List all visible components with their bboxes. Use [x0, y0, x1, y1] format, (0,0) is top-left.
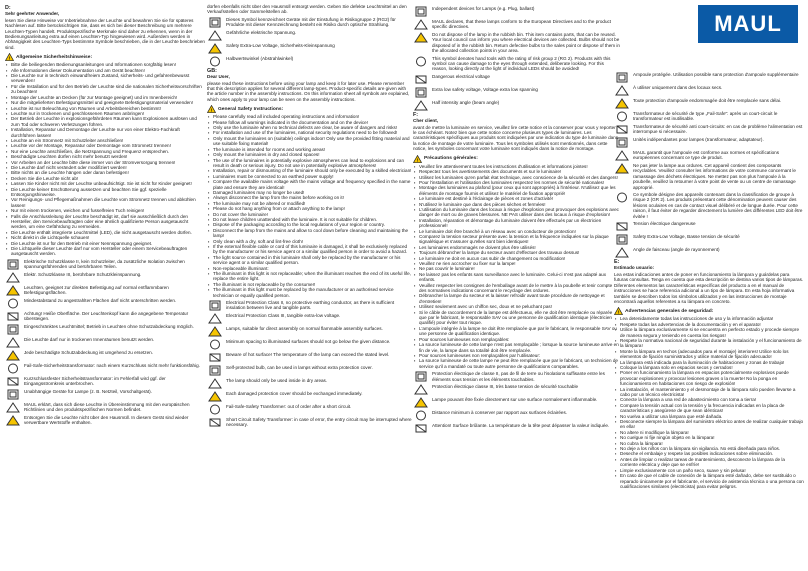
symbol-description: Fail-Safe-Safety Transformer: out of order after a short circuit. — [226, 404, 352, 410]
symbol-description: Leuchten, geeignet zur direkten Befestigung auf normal entflammbaren Befestigungsflächen. — [24, 284, 169, 296]
symbol-row — [5, 311, 205, 322]
list-item: ▪ No cuelgue ni fije ningún objeto en la lámpara! — [620, 435, 804, 440]
list-item: ▪ Utilice la lámpara exclusivamente si se encuentra en perfecto estado y procede siempre de manera segura y teniendo en cuenta los riesgos! — [620, 327, 804, 338]
circle-symbol-icon — [413, 410, 429, 421]
safety-heading-fr — [413, 155, 620, 163]
symbol-row — [413, 423, 620, 434]
list-item: ▪ Veuillez lire attentivement toutes les instructions d'utilisation et informations jointes! — [419, 164, 620, 169]
list-item: ▪ Do not cover the luminaire! — [213, 212, 412, 217]
box-symbol-icon — [614, 221, 630, 232]
triangle-icon — [207, 313, 223, 324]
list-item: ▪ Le luminaire ne doit en aucun cas subir de changement ou modification! — [419, 256, 620, 261]
protection-class-icon — [413, 371, 429, 382]
lang-label-fr: F: — [413, 111, 419, 118]
list-item: ▪ The illuminant in this light must be replaced by the manufacturer or an authorised service technician or equally qualified person. — [213, 287, 412, 298]
list-item: ▪ Die Lichtquelle dieser Leuchte darf nur vom Hersteller oder einem Servicebeauftragten ausgetauscht werden. — [11, 246, 205, 257]
symbol-description: Elektrische Schutzklasse II, kein Schutzleiter, da zusätzliche Isolation zwischen spannungsführenden und berührbaren Teilen. — [24, 258, 185, 270]
list-item: ▪ Only mount the luminaires in dry and closed spaces! — [213, 152, 412, 157]
brand-name: MAUL — [714, 11, 782, 36]
list-item: ▪ La lámpara está indicada para la iluminación de habitaciones y zonas de trabajo! — [620, 360, 804, 365]
list-item: ▪ If the external flexible cable or cord of this luminaire is damaged, it shall be exclusively replaced by the manufacturer or his service agent or a similar qualified person in order to avoid a hazard. — [213, 244, 412, 255]
safety-heading-es — [614, 307, 804, 315]
salutation-fr: Cher client, — [413, 118, 439, 124]
box-symbol-icon — [413, 423, 429, 434]
warning-triangle-icon — [614, 307, 623, 315]
symbol-row — [207, 365, 412, 376]
symbol-list-de — [5, 259, 205, 426]
symbol-row — [207, 56, 412, 67]
column-french — [413, 4, 620, 436]
warning-icon — [614, 163, 630, 174]
symbol-description: MAUL garantit que l'ampoule est conforme aux normes et spécifications européennes concernant ce type de produit. — [633, 150, 779, 161]
triangle-icon — [413, 100, 429, 111]
symbol-row — [207, 404, 412, 415]
triangle-icon — [614, 85, 630, 96]
list-item: ▪ Die Leuchte nur in technisch einwandfreiem Zustand, sicherheits- und gefahrenbewusst verwenden! — [11, 73, 205, 84]
symbol-description: Transformateur de sécurité anti court-circuits: en cas de problème l'alimentation est interrompue si nécessaire. — [633, 124, 803, 135]
symbol-row — [413, 32, 620, 54]
symbol-description: Extra low safety voltage, Voltage extra low spanning — [432, 86, 538, 92]
list-item: ▪ Compare la tensión actual con la tensión y la frecuencia indicadas en la placa de características y asegúrese de que sean idénticas! — [620, 403, 804, 414]
bullet-list-es — [614, 316, 804, 489]
symbol-description: MAUL erklärt, dass sich diese Leuchte in Übereinstimmung mit den europäischen Richtlinien und den produktspezifischen Normen befindet. — [24, 401, 190, 413]
warning-icon — [413, 32, 429, 43]
continued-text-de: dürfen ebenfalls nicht über den Hausmüll entsorgt werden. Geben Sie defekte Leuchtmittel an den Verkaufsstellen oder Sammelstellen ab. — [207, 4, 407, 15]
triangle-icon — [413, 384, 429, 395]
list-item: ▪ Beschädigte Leuchten dürfen nicht mehr benutzt werden! — [11, 154, 205, 159]
list-item: ▪ Pour l'installation et l'utilisation des luminaires respectez les normes de sécurité nationales! — [419, 180, 620, 185]
symbol-row — [207, 417, 412, 428]
protection-class-icon — [5, 324, 21, 335]
list-item: ▪ Pour sources lumineuses non remplaçables par l'utilisateur: — [419, 353, 620, 358]
lang-label-gb: GB: — [207, 67, 217, 74]
symbol-description: Jede beschädigte Schutzabdeckung ist umgehend zu ersetzen. — [24, 349, 153, 355]
list-item: ▪ Utilisez les luminaires qu'en parfait état technique, avec conscience de la sécurité et des dangers! — [419, 175, 620, 180]
safety-title-es: Advertencias generales de seguridad: — [625, 308, 714, 314]
protection-class-icon — [614, 137, 630, 148]
list-item: ▪ Bitte die beiliegenden Bedienungsanleitungen und Informationen sorgfältig lesen! — [11, 62, 205, 67]
symbol-description: Protection électrique de classe II, pas de fil de terre ou l'isolations suffisante entre les éléments sous tension et les éléments touchables. — [432, 371, 605, 382]
symbol-list-gb — [207, 300, 412, 428]
list-item: ▪ Compare the available mains voltage with the mains voltage and frequency specified in the name plate and ensure they are identical! — [213, 179, 412, 190]
safety-title-fr: Précautions générales: — [424, 155, 478, 161]
salutation-de: Sehr geehrter Anwender, — [5, 11, 60, 17]
symbol-row — [207, 391, 412, 402]
warning-icon — [5, 350, 21, 361]
list-item: ▪ Die Leuchte keiner Erschütterung aussetzen und beachten Sie ggf. spezielle Entsorgungshinweise. — [11, 187, 205, 198]
warning-icon — [5, 285, 21, 296]
protection-class-icon — [5, 259, 21, 270]
list-item: ▪ Desconecte siempre la lámpara del suministro eléctrico antes de realizar cualquier trabajo en ella! — [620, 419, 804, 430]
warning-icon — [207, 391, 223, 402]
symbol-row — [413, 397, 620, 408]
circle-symbol-icon — [5, 298, 21, 309]
list-item: ▪ The luminaire may not be altered or modified! — [213, 201, 412, 206]
column-german — [5, 4, 205, 428]
list-item: ▪ Leuchte nur in trockenen und geschlossenen Räumen anbringen! — [11, 111, 205, 116]
list-item: ▪ Respectez tous les avertissements des documents et sur le luminaire! — [419, 169, 620, 174]
list-item: ▪ Ne laissez pas les enfants sans surveillance avec le luminaire. Celui-ci n'est pas adapté aux enfants. — [419, 272, 620, 283]
svg-text:!: ! — [8, 55, 11, 61]
list-item: ▪ Monte la lámpara en techos (adecuados para el montaje) interiores! Utilice solo los elementos de fijación suministrados y utilice material de fijación adecuado! — [620, 349, 804, 360]
symbol-row — [614, 72, 804, 83]
bullet-list-gb — [207, 114, 412, 298]
list-item: ▪ Für die Installation und für den Betrieb der Leuchte sind die nationalen Sicherheitsvorschriften zu beachten! — [11, 84, 205, 95]
intro-de: lesen Sie diese Hinweise vor Inbetriebnahme der Leuchte und bewahren Sie sie für späteres Nachlesen auf. Bitte berücksichtigen Sie, dass es sich bei dieser Beschreibung um mehrere Leuchten-Typen handelt. Produktspezifische Merkmale sind daher zu erkennen, wenn in der Bedienungsanleitung extra auf einen Leuchten-Typ hingewiesen wird. Außerdem werden in Abhängigkeit des Leuchten-Typs bestimmte Symbole beschrieben, die in der Leuchte beschrieben sind. — [5, 17, 205, 50]
list-item: ▪ Der Betrieb der Leuchte in explosionsgefährdeten Räumen kann Explosionen auslösen und zum Tod oder schweren Verletzungen führen. — [11, 116, 205, 127]
symbol-description: Distance minimum à conserver par rapport aux surfaces éclairées. — [432, 410, 568, 416]
symbol-row — [207, 30, 412, 41]
bullet-list-de — [5, 62, 205, 257]
list-item: ▪ Coloque la lámpara solo en espacios secos y cerrados! — [620, 365, 804, 370]
symbol-row — [207, 43, 412, 54]
symbol-row — [614, 163, 804, 190]
list-item: ▪ Poner en funcionamiento la lámpara en espacios potencialmente explosivos puede provocar explosiones y provocar lesiones graves o la muerte! No la ponga en funcionamiento en habitaciones con riesgo de explosión! — [620, 370, 804, 386]
warning-icon — [614, 98, 630, 109]
lang-label-de: D: — [5, 5, 11, 11]
list-item: ▪ Please carefully read all included operating instructions and information! — [213, 114, 412, 119]
triangle-icon — [207, 378, 223, 389]
warning-icon — [5, 415, 21, 426]
list-item: ▪ Installation, Reparatur und Demontage der Leuchte nur von einer Elektro-Fachkraft durchführen lassen! — [11, 127, 205, 138]
symbol-row — [207, 378, 412, 389]
list-item: ▪ Nur mit einem trockenen, weichen und fusselfreien Tuch reinigen! — [11, 208, 205, 213]
safety-title-gb: General Safety Instructions: — [218, 106, 284, 112]
symbol-row — [5, 376, 205, 387]
list-item: ▪ Nur eine Leuchte anschließen, die Netzspannung und Frequenz entsprechen. — [11, 149, 205, 154]
symbol-description: Achtung! Heiße Oberfläche. Der Leuchtenkopf kann die angegebene Temperatur übersteigen. — [24, 310, 189, 322]
list-item: ▪ Do not leave children unattended with the luminaire. It is not suitable for children. — [213, 217, 412, 222]
symbol-row — [207, 17, 412, 28]
symbol-description: Beware of hot surface! The temperature of the lamp can exceed the stated level. — [226, 352, 390, 358]
symbol-row — [614, 85, 804, 96]
protection-class-icon — [207, 17, 223, 28]
list-item: ▪ Only mount the luminaires on (suitable) ceilings indoor! Only use the provided fitting material and use suitable fixing material! — [213, 136, 412, 147]
symbol-row — [614, 98, 804, 109]
symbol-description: MAUL declares, that these lamps conform to the European Directives and to the product specific directives. — [432, 19, 612, 30]
list-item: ▪ Damaged luminaires may no longer be used! — [213, 190, 412, 195]
box-symbol-icon — [207, 417, 223, 428]
triangle-icon — [207, 30, 223, 41]
list-item: ▪ Installation, réparation et démontage du luminaire doivent être effectués par un électricien professionnel! — [419, 218, 620, 229]
symbol-row — [5, 272, 205, 283]
symbol-description: Transformateur de sécurité de type „Fail-Safe": après un court-circuit le transformateur est inutilisable. — [633, 111, 778, 122]
protection-class-icon — [413, 6, 429, 17]
safety-heading-de — [5, 53, 205, 61]
symbol-description: Halbwertswinkel (Abstrahlwinkel) — [226, 55, 294, 61]
list-item: ▪ Utilisez seulement avec un chiffon sec, doux et ne peluchant pas! — [419, 304, 620, 309]
list-item: ▪ Conecte la lámpara a una red de abastecimiento con toma a tierra! — [620, 397, 804, 402]
list-item: ▪ Si le câble de raccordement de la lampe est défectueux, elle ne doit être remplacée ou réparée que par le fabricant, le responsable SAV ou une personne de qualification identique (électricien qualifié) pour éviter tout risque. — [419, 310, 620, 326]
symbol-row — [5, 415, 205, 426]
symbol-row — [413, 371, 620, 382]
list-item: ▪ No altere ni modifique la lámpara! — [620, 430, 804, 435]
symbol-row — [614, 221, 804, 232]
symbol-description: Kurzschlussfester Sicherheitstransformator: im Fehlerfall wird ggf. der Eingangsstromkreis unterbrochen. — [24, 375, 166, 387]
symbol-row — [5, 363, 205, 374]
symbol-row — [5, 259, 205, 270]
symbol-description: Electrical Protection Class III, tangible extra-low voltage. — [226, 313, 341, 319]
circle-symbol-icon — [207, 56, 223, 67]
list-item: ▪ Non-replaceable illuminant: — [213, 266, 412, 271]
symbol-row — [614, 111, 804, 122]
symbol-row — [5, 389, 205, 400]
protection-class-icon — [614, 72, 630, 83]
symbol-description: À utiliser uniquement dans des locaux secs. — [633, 85, 723, 90]
symbol-row — [614, 234, 804, 245]
symbol-description: Unabhängige Geräte für Lampe (z. B. Netzteil, Vorschaltgerät). — [24, 388, 152, 394]
intro-fr: avant de mettre la luminaire en service, veuillez lire cette notice et la conserver pour vous y reporter le cas échéant. Notez bien que cette notice concerne plusieurs types de luminaires. Les caractéristiques spécifiques aux produits sont indiquées par une indication du type de luminaire dans la notice de montage de votre luminaire. Tous les symboles utilisés sont mentionnés, dans cette notice, les symboles concernant votre luminaire sont indiqués dans la notice de montage. — [413, 124, 619, 152]
list-item: ▪ Respete todas las advertencias de la documentación y en el aparato! — [620, 322, 804, 327]
symbol-list-de-end — [207, 17, 412, 67]
list-item: ▪ L'ampoule intégrée à la lampe ne doit être remplacée que par le fabricant, le responsable SAV ou une personne de qualification identique. — [419, 326, 620, 337]
lang-label-es: E: — [614, 259, 620, 266]
symbol-description: Ce symbole désigne des appareils contenant dans la classification de groupe à risque 2 (GR 2). Les produits présentant cette dénomination peuvent causer des lésions oculaires en cas de contact visuel délibéré et de longue durée. Pour cette raison, il faut éviter de regarder directement la lumière des différentes LED doit être évitée ! — [633, 192, 803, 219]
bullet-list-fr — [413, 164, 620, 369]
column-english — [207, 4, 412, 430]
symbol-description: Short Circuit Safety Transformer: in case of error, the entry circuit may be interrupted where necessary. — [226, 417, 412, 428]
symbol-row — [5, 324, 205, 335]
symbol-description: Elektr. Schutzklasse III, berührbare Schutzkleinspannung. — [24, 271, 142, 277]
protection-class-icon — [207, 300, 223, 311]
list-item: ▪ La instalación, el mantenimiento y el desmontaje de la lámpara solo pueden llevarse a cabo por un técnico electricista! — [620, 387, 804, 398]
symbol-description: Dangerous electrical voltage — [432, 73, 490, 79]
protection-class-icon — [207, 365, 223, 376]
maul-logo — [698, 5, 798, 43]
symbol-row — [614, 124, 804, 135]
list-item: ▪ Leuchte ist nur Beleuchtung von Räumen und Arbeitsbereichen bestimmt! — [11, 106, 205, 111]
list-item: ▪ Le luminaire est destiné à l'éclairage de pièces et zones d'activité! — [419, 196, 620, 201]
symbol-row — [5, 285, 205, 296]
symbol-row — [413, 87, 620, 98]
list-item: ▪ Leuchte vor der Montage, Reparatur oder Demontage vom Stromnetz trennen! — [11, 143, 205, 148]
list-item: ▪ Bitte nichts an die Leuchte hängen oder daran befestigen! — [11, 170, 205, 175]
protection-class-icon — [413, 87, 429, 98]
protection-class-icon — [5, 389, 21, 400]
list-item: ▪ Lassen Sie Kinder nicht mit der Leuchte unbeaufsichtigt. Sie ist nicht für Kinder geeignet! — [11, 181, 205, 186]
symbol-description: Tension électrique dangereuse — [633, 221, 696, 227]
symbol-row — [614, 137, 804, 148]
symbol-row — [413, 56, 620, 72]
warning-triangle-icon — [413, 155, 422, 163]
symbol-row — [614, 247, 804, 258]
symbol-row — [207, 352, 412, 363]
list-item: ▪ No vuelva a utilizar una lámpara que esté dañada. — [620, 414, 804, 419]
triangle-icon — [413, 19, 429, 30]
circle-symbol-icon — [207, 339, 223, 350]
symbol-list-fr — [413, 371, 620, 434]
symbol-description: Dieses Symbol kennzeichnet Geräte mit der Einstufung in Risikogruppe 2 (RG2) für Produkte mit dieser Kennzeichnung besteht ein Risiko durch optische Strahlung. — [226, 16, 396, 28]
list-item: ▪ Toujours débrancher la lampe du secteur avant d'effectuer des travaux dessus! — [419, 250, 620, 255]
list-item: ▪ Always disconnect the lamp from the mains before working on it! — [213, 195, 412, 200]
symbol-row — [413, 74, 620, 85]
box-symbol-icon — [614, 124, 630, 135]
list-item: ▪ Alle Informationen dieser Dokumentation und am Gerät beachten! — [11, 68, 205, 73]
list-item: ▪ Vor Arbeiten an der Leuchte bitte diese immer von der Stromversorgung trennen! — [11, 160, 205, 165]
warning-triangle-icon — [207, 105, 216, 113]
symbol-description: The lamp should only be used inside in dry areas. — [226, 378, 328, 384]
box-symbol-icon — [5, 376, 21, 387]
list-item: ▪ Disconnect the lamp from the mains and allow to cool down before cleaning and maintaining the lamp! — [213, 228, 412, 239]
list-item: ▪ Leuchte an ein Stromnetz mit Schutzleiter anschließen! — [11, 138, 205, 143]
symbol-row — [413, 410, 620, 421]
list-item: ▪ Ne pas couvrir le luminaire! — [419, 266, 620, 271]
list-item: ▪ Antes de limpiar o realizar tareas de mantenimiento, desconecte la lámpara de la corriente eléctrica y deje que se enfríe! — [620, 457, 804, 468]
intro-es: Lea estas indicaciones antes de poner en funcionamiento la lámpara y guárdelas para futuras consultas. Tenga en cuenta que esta descripción se destina varios tipos de lámparas. Diferentes elementos las características específicas del producto a en el manual de instrucciones se hace referencia adicional a un tipo de lámpara. En esta hoja informativa también se describen todos los símbolos utilizados y en las instrucciones de montaje encontrará aquellos referentes a su lámpara en concreto. — [614, 271, 804, 304]
list-item: ▪ The luminaire is intended for rooms and working areas! — [213, 147, 412, 152]
list-item: ▪ Nur die mitgelieferten Befestigungsmittel und geeignete Befestigungsmaterial verwenden! — [11, 100, 205, 105]
list-item: ▪ Montage der Leuchte an Decken (für zur Montage geeignet) und im Innenbereich! — [11, 95, 205, 100]
symbol-row — [413, 19, 620, 30]
list-item: ▪ Deseche el embalaje y respete las posibles indicaciones sobre eliminación. — [620, 451, 804, 456]
list-item: ▪ En caso de que el cable de conexión de la lámpara esté dañado, debe ser sustituido o reparado únicamente por el fabricante, el servicio de asistencia técnica o una persona con cualificaciones similares (electricista) para evitar peligros. — [620, 473, 804, 489]
symbol-row — [5, 350, 205, 361]
symbol-row — [207, 326, 412, 337]
list-item: ▪ Installation, repair or dismounting of the luminaire should only be executed by a skilled electrician! — [213, 168, 412, 173]
list-item: ▪ Die Leuchte darf nicht verändert oder modifiziert werden! — [11, 165, 205, 170]
list-item: ▪ Les luminaires endommagés ne doivent plus être utilisés! — [419, 245, 620, 250]
list-item: ▪ Pour sources lumineuses non remplaçables: — [419, 337, 620, 342]
triangle-icon — [5, 337, 21, 348]
list-item: ▪ N'utilisez le luminaire que dans des pièces sèches et fermées! — [419, 202, 620, 207]
safety-title-de: Allgemeine Sicherheitshinweise: — [16, 54, 93, 60]
protection-class-icon — [614, 234, 630, 245]
list-item: ▪ Le luminaire doit être branché à un réseau avec un conducteur de protection! — [419, 229, 620, 234]
warning-triangle-icon — [5, 53, 14, 61]
list-item: ▪ The illuminant is not replaceable by the consumer! — [213, 282, 412, 287]
list-item: ▪ No cubra la lámpara! — [620, 441, 804, 446]
symbol-description: Entsorgen Sie die Leuchte nicht über den Hausmüll. In diesem Gerät sind wieder verwertbare Wertstoffe enthalten. — [24, 414, 189, 426]
svg-text:!: ! — [416, 157, 419, 163]
list-item: ▪ Luminaires must be connected to an earthed power supply! — [213, 174, 412, 179]
triangle-icon — [5, 272, 21, 283]
list-item: ▪ Veuillez ne rien accrocher ou fixer sur la lampe! — [419, 261, 620, 266]
symbol-description: Safety Extra-Low Voltage, Basse tension de sécurité — [633, 234, 740, 240]
symbol-description: Fail-Safe-Sicherheitstransformator: nach einem Kurzschluss nicht mehr funktionsfähig. — [24, 362, 200, 368]
list-item: ▪ Comparez la tension secteur présente avec la tension et la fréquence indiquées sur la plaque signalétique et s'assurer qu'elles sont bien identiques! — [419, 234, 620, 245]
circle-symbol-icon — [614, 111, 630, 122]
list-item: ▪ The light source contained in this luminaire shall only be replaced by the manufacturer or his service agent or a similar qualified person. — [213, 255, 412, 266]
list-item: ▪ Vor Reinigungs- und Pflegemaßnahmen die Leuchte vom Stromnetz trennen und abkühlen lassen! — [11, 197, 205, 208]
svg-text:!: ! — [617, 309, 620, 315]
symbol-row — [614, 150, 804, 161]
list-item: ▪ Respete la normativa nacional de seguridad durante la instalación y el funcionamiento de la lámpara! — [620, 338, 804, 349]
symbol-description: Angle de faisceau (angle de rayonnement) — [633, 247, 720, 253]
column-spanish — [614, 70, 804, 489]
list-item: ▪ Please do not hang anything from or attach anything to the lamp! — [213, 206, 412, 211]
symbol-row — [413, 100, 620, 111]
symbol-row — [5, 402, 205, 413]
symbol-description: Electrical Protection Class II, no protective earthing conductor, as there is sufficient insulation between live and tangible parts. — [226, 300, 395, 311]
symbol-row — [5, 337, 205, 348]
list-item: ▪ Nicht direkt in die Lichtquelle schauen! — [11, 235, 205, 240]
circle-symbol-icon — [5, 363, 21, 374]
symbol-description: Mindestabstand zu angestrahlten Flächen darf nicht unterschritten werden. — [24, 297, 177, 303]
symbol-description: This symbol denotes hand tools with the rating of risk group 2 (RG 2). Products with this symbol can cause damage to the eyes through extended, deliberate looking. For this reason, looking directly at the light of individual LEDs should be avoided! — [432, 55, 611, 72]
list-item: ▪ Only clean with a dry, soft and lint-free cloth! — [213, 239, 412, 244]
symbol-description: Do not dispose of the lamp in the rubbish bin. This item contains parts, that can be reused. Your local council can inform you where electrical devices are collected. Bulbs should not be disposed of in the rubbish bin. Return defective bulbs to the sales point or dispose of them in the allocated collection points in your area. — [432, 32, 620, 54]
warning-icon — [207, 326, 223, 337]
symbol-description: Lamps, suitable for direct assembly on normal flammable assembly surfaces. — [226, 326, 383, 332]
list-item: ▪ Limpie exclusivamente con un paño seco, suave y sin pelusa! — [620, 468, 804, 473]
list-item: ▪ The illuminant in this light is not replaceable; when the illuminant reaches the end of its useful life, replace the entire light. — [213, 271, 412, 282]
symbol-row — [413, 384, 620, 395]
circle-symbol-icon — [413, 56, 429, 67]
triangle-icon — [614, 247, 630, 258]
list-item: ▪ Montage des luminaires au plafond (pour ceux qui sont appropriés) à l'intérieur. N'utilisez que les éléments de montage fournis et utilisez le matériel de fixation approprié! — [419, 185, 620, 196]
box-symbol-icon — [413, 74, 429, 85]
list-item: ▪ Please follow all warnings indicated in the documentation and on the device! — [213, 120, 412, 125]
salutation-es: Estimado usuario: — [614, 265, 655, 271]
symbol-description: Protection électrique classe III, très basse tension de sécurité touchable — [432, 384, 579, 390]
triangle-icon — [614, 150, 630, 161]
list-item: ▪ L'utilisation du luminaire dans des locaux à risque d'explosion peut provoquer des explosions avec danger de mort ou de graves blessures. NE PAS utiliser dans des locaux à risque d'explosion! — [419, 207, 620, 218]
warning-icon — [207, 43, 223, 54]
symbol-row — [413, 6, 620, 17]
symbol-description: Safety Extra-Low Voltage, Sicherheits-Kleinspannung — [226, 42, 335, 48]
list-item: ▪ Die Leuchte enthält integrierte Leuchtmittel (LED), die nicht ausgetauscht werden dürfen. — [11, 230, 205, 235]
list-item: ▪ Die Leuchte ist nur für den Betrieb mit einer Nennspannung geeignet. — [11, 241, 205, 246]
triangle-icon — [5, 402, 21, 413]
box-symbol-icon — [5, 311, 21, 322]
list-item: ▪ The use of the luminaires in potentially explosive atmospheres can lead to explosions and can result in death or serious injury. Do not use in potentially explosive atmospheres! — [213, 158, 412, 169]
symbol-list-fr-end — [614, 72, 804, 258]
list-item: ▪ Only use the luminaire when no technical defects are clear, be aware of dangers and risks! — [213, 125, 412, 130]
salutation-gb: Dear User, — [207, 74, 230, 80]
list-item: ▪ Débrancher la lampe du secteur et la laisser refroidir avant toute procédure de nettoyage et d'entretien! — [419, 293, 620, 304]
symbol-row — [207, 313, 412, 324]
symbol-row — [5, 298, 205, 309]
list-item: ▪ La source lumineuse de cette lampe n'est pas remplaçable ; lorsque la source lumineuse arrive en fin de vie, la lampe dans sa totalité doit être remplacée. — [419, 342, 620, 353]
symbol-description: Ampoule protégée. Utilisation possible sans protection d'ampoule supplémentaire — [633, 72, 799, 77]
circle-symbol-icon — [614, 192, 630, 203]
list-item: ▪ Decken Sie die Leuchte nicht ab! — [11, 176, 205, 181]
symbol-description: Lampe pouvant être fixée directement sur une surface normalement inflammable. — [432, 397, 598, 403]
symbol-description: Toute protection d'ampoule endommagée doit être remplacée sans délai. — [633, 98, 782, 103]
symbol-description: Die Leuchte darf nur in trockenen Innenräumen benutzt werden. — [24, 336, 155, 342]
list-item: ▪ Falls die Anschlussleitung der Leuchte beschädigt ist, darf sie ausschließlich durch den Hersteller, den Servicebeauftragten oder eine ähnlich qualifizierte Person ausgetauscht werden, um eine Gefährdung zu vermeiden. — [11, 214, 205, 230]
symbol-description: Half intensity angle (beam angle) — [432, 99, 500, 105]
symbol-row — [614, 192, 804, 219]
safety-heading-gb — [207, 105, 412, 113]
symbol-description: Self-protected bulb, can be used in lamps without extra protection cover. — [226, 365, 373, 371]
symbol-description: Eingeschränktes Leuchtmittel; Betrieb in Leuchten ohne Schutzabdeckung möglich. — [24, 323, 194, 329]
symbol-description: Independent devices for Lamps (e.g. Plug, ballast) — [432, 6, 535, 11]
symbol-list-gb-end — [413, 6, 620, 111]
circle-symbol-icon — [207, 404, 223, 415]
list-item: ▪ Veuillez respecter les consignes de l'emballage avant de le mettre à la poubelle et tenir compte des normatives indications concernant le recyclage des ordures. — [419, 283, 620, 294]
intro-gb: please read these instructions before using your lamp and keep it for later use. Please remember that this description applies for several different lamp-types. Product-specific details are given with the article number in the assembly instructions. On this information sheet all symbols are explained, which ones apply to your lamp can be seen on the assembly instructions. — [207, 80, 410, 102]
list-item: ▪ La source lumineuse de cette lampe ne peut être remplacée que par le fabricant, un technicien de service qu'il a mandaté ou toute autre personne de qualifications comparables. — [419, 358, 620, 369]
symbol-description: Ne pas jeter la lampe aux ordures. Cet appareil contient des composants recyclables. Veuillez consulter les informations de votre commune concernant le ramassage des déchets électriques. Ne mettez pas non plus l'ampoule à la poubelle, veuillez la retourner à votre point de vente ou un centre de ramassage approprié. — [633, 163, 796, 190]
symbol-description: Attention! Surface brûlante. La température de la tête peut dépasser la valeur indiquée. — [432, 423, 610, 429]
list-item: ▪ Lea detenidamente todas las instrucciones de uso y la información adjunta! — [620, 316, 804, 321]
list-item: ▪ No deje a los niños con la lámpara sin vigilancia. No está diseñada para niños. — [620, 446, 804, 451]
list-item: ▪ For installation and use of the luminaires, national security regulations need to be followed! — [213, 130, 412, 135]
symbol-description: Minimum spacing to illuminated surfaces should not go below the given distance. — [226, 339, 391, 345]
warning-icon — [413, 397, 429, 408]
symbol-row — [207, 339, 412, 350]
symbol-description: Gefährliche elektrische Spannung. — [226, 29, 297, 35]
symbol-row — [207, 300, 412, 311]
symbol-description: Each damaged protection cover should be exchanged immediately. — [226, 391, 363, 397]
symbol-description: Unités indépendantes pour lampes (transformateur, adaptateur). — [633, 137, 764, 142]
svg-text:!: ! — [210, 107, 213, 113]
box-symbol-icon — [207, 352, 223, 363]
list-item: ▪ Dispose of the packaging according to the local regulations of your region or country. — [213, 222, 412, 227]
